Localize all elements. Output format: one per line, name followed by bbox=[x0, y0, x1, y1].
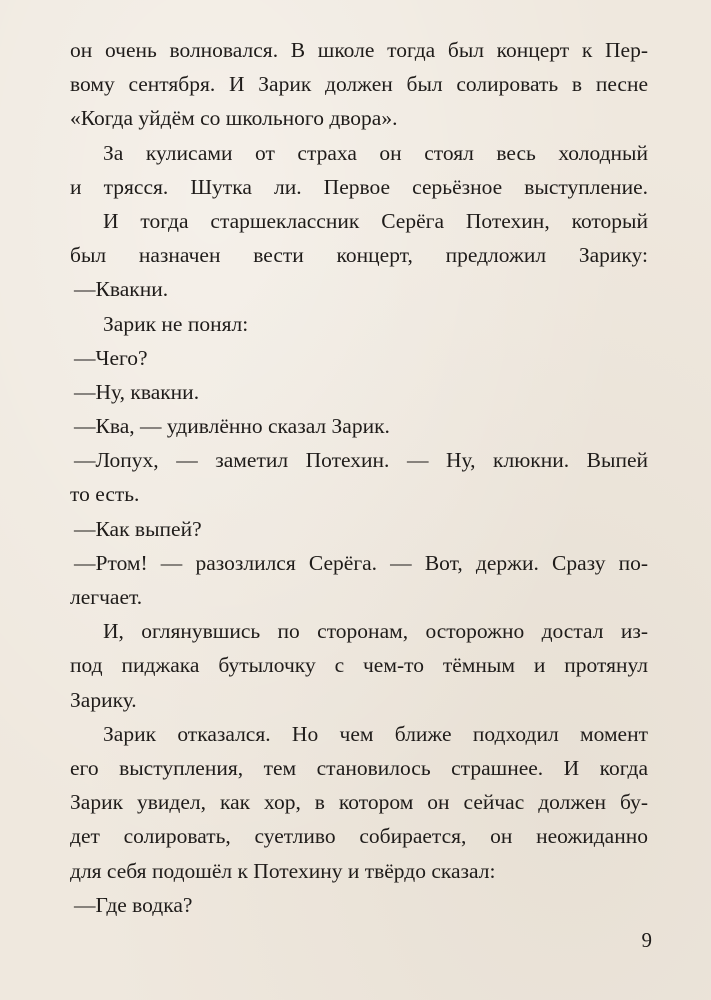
text-line: И тогда старшеклассник Серёга Потехин, который bbox=[103, 208, 648, 233]
dialogue-line: —Где водка? bbox=[74, 892, 193, 917]
dialogue-line: —Ква, — удивлённо сказал Зарик. bbox=[74, 414, 390, 439]
dialogue-line: —Ну, квакни. bbox=[74, 379, 200, 404]
text-line: его выступления, тем становилось страшнее. И когда bbox=[70, 755, 648, 780]
text-line: для себя подошёл к Потехину и твёрдо сказал: bbox=[70, 858, 496, 883]
text-line: Зарику. bbox=[70, 687, 137, 712]
text-line: под пиджака бутылочку с чем-то тёмным и протянул bbox=[70, 653, 648, 678]
body-text bbox=[70, 33, 648, 922]
text-line: Зарик отказался. Но чем ближе подходил момент bbox=[103, 721, 648, 746]
dialogue-line: —Как выпей? bbox=[74, 516, 202, 541]
dialogue-line: —Квакни. bbox=[74, 277, 169, 302]
text-line: вому сентября. И Зарик должен был солировать в песне bbox=[70, 72, 648, 97]
text-line: легчает. bbox=[70, 585, 143, 609]
dialogue-line: —Лопух, — заметил Потехин. — Ну, клюкни. Выпей bbox=[74, 448, 648, 473]
text-line: Зарик не понял: bbox=[103, 311, 249, 336]
text-line: был назначен вести концерт, предложил Зарику: bbox=[70, 243, 648, 268]
text-line: За кулисами от страха он стоял весь холодный bbox=[103, 140, 648, 165]
dialogue-line: —Чего? bbox=[74, 345, 148, 370]
page-number: 9 bbox=[641, 928, 652, 952]
text-line: Зарик увидел, как хор, в котором он сейчас должен бу- bbox=[70, 790, 648, 815]
text-line: И, оглянувшись по сторонам, осторожно достал из- bbox=[103, 619, 648, 644]
text-line: он очень волновался. В школе тогда был концерт к Пер- bbox=[70, 38, 648, 62]
dialogue-line: —Ртом! — разозлился Серёга. — Вот, держи. Сразу по- bbox=[74, 550, 648, 575]
text-line: дет солировать, суетливо собирается, он неожиданно bbox=[70, 824, 648, 849]
text-line: и трясся. Шутка ли. Первое серьёзное выступление. bbox=[70, 174, 648, 199]
text-line: «Когда уйдём со школьного двора». bbox=[70, 106, 398, 131]
text-line: то есть. bbox=[70, 482, 140, 507]
